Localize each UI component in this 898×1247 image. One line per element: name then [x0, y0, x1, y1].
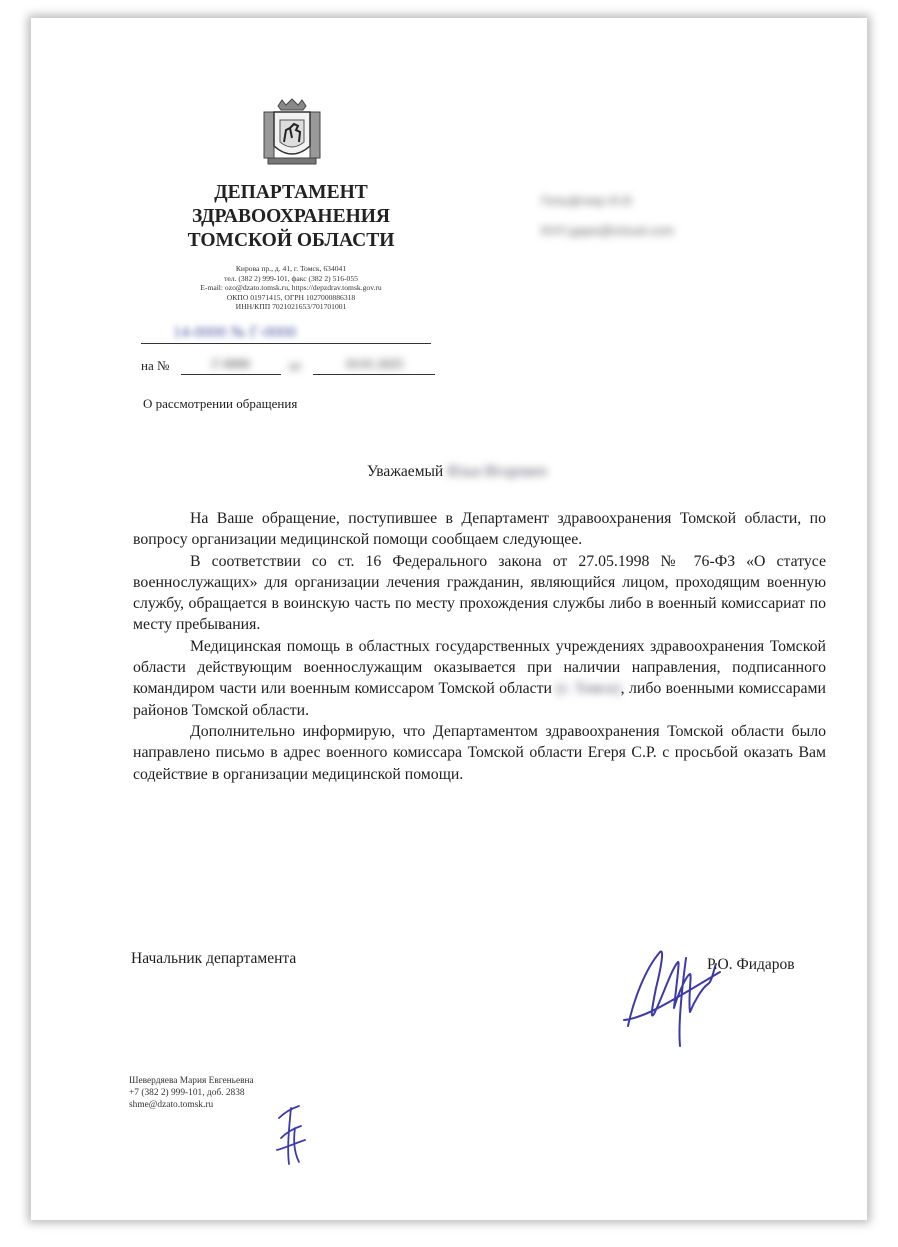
executor-name: Шевердяева Мария Евгеньевна — [129, 1076, 254, 1086]
ref-date: 10.01.2025 — [344, 356, 404, 371]
inn-kpp-line: ИНН/КПП 7021021653/701701001 — [235, 302, 347, 311]
email-web-line: E-mail: ozo@dzato.tomsk.ru, https://depzdrav.tomsk.gov.ru — [200, 283, 382, 292]
paragraph-1: На Ваше обращение, поступившее в Департамент здравоохранения Томской области, по вопросу организации медицинской помощи сообщаем следующее. — [133, 510, 826, 549]
outgoing-number-field — [141, 324, 431, 344]
paragraph-2: В соответствии со ст. 16 Федерального закона от 27.05.1998 № 76-ФЗ «О статусе военнослужащих» для организации лечения гражданин, являющийся лицом, проходящим военную службу, обращается в воинскую часть по месту прохождения службы либо в военный комиссариат по месту пребывания. — [133, 552, 826, 634]
executor-email: shme@dzato.tomsk.ru — [129, 1100, 214, 1110]
letter-body — [133, 508, 826, 785]
paragraph-3 — [133, 636, 826, 721]
dept-line-1: ДЕПАРТАМЕНТ — [214, 182, 368, 203]
executor-initials — [271, 1098, 311, 1168]
greeting-name: Илья Игоревич — [447, 463, 548, 480]
letter-sheet — [31, 18, 867, 1220]
dept-line-3: ТОМСКОЙ ОБЛАСТИ — [187, 230, 395, 251]
recipient-email: KHY.gape@icloud.com — [541, 223, 674, 238]
outgoing-number: 14-0000 № Г-0000 — [173, 324, 297, 341]
greeting — [367, 463, 547, 481]
dept-line-2: ЗДРАВООХРАНЕНИЯ — [191, 206, 390, 227]
phone-fax-line: тел. (382 2) 999-101, факс (382 2) 516-055 — [224, 273, 358, 283]
address-line: Кирова пр., д. 41, г. Томск, 634041 — [235, 264, 347, 273]
ref-number-field — [181, 356, 281, 375]
coat-of-arms-emblem — [256, 98, 328, 170]
outgoing-underline — [141, 343, 431, 344]
paragraph-4: Дополнительно информирую, что Департаментом здравоохранения Томской области было направлено письмо в адрес военного комиссара Томской области Егеря С.Р. с просьбой оказать Вам содействие в организации медицинской помощи. — [133, 722, 826, 783]
ref-date-field — [313, 356, 435, 375]
recipient-name: Гельфгоер И.И. — [541, 193, 635, 208]
paragraph-3-start: Медицинская помощь в областных государственных учреждениях здравоохранения Томской области действующим военнослужащим оказывается при наличии направления, подписанного командиром части или военным комиссаром Томской области — [133, 637, 826, 698]
recipient-block — [541, 186, 674, 246]
executor-phone: +7 (382 2) 999-101, доб. 2838 — [129, 1088, 245, 1098]
ref-date-underline — [313, 374, 435, 375]
ref-number-underline — [181, 374, 281, 375]
okpo-ogrn-line: ОКПО 01971415, ОГРН 1027000886318 — [226, 292, 356, 302]
signer-title: Начальник департамента — [131, 950, 297, 967]
signer-name: Р.О. Фидаров — [707, 956, 795, 973]
subject-line: О рассмотрении обращения — [143, 396, 298, 411]
paragraph-3-end: , либо военными комиссарами районов Томской области. — [133, 680, 826, 719]
department-name — [161, 181, 421, 253]
paragraph-3-redacted: (г. Томск) — [556, 680, 621, 698]
ref-label: на № — [141, 358, 170, 373]
executor-block — [129, 1075, 254, 1111]
department-address — [151, 264, 431, 312]
ref-number: Г-0000 — [212, 356, 250, 371]
ref-from-label: от — [289, 358, 302, 373]
greeting-prefix: Уважаемый — [367, 463, 444, 480]
handwritten-signature — [616, 928, 726, 1048]
